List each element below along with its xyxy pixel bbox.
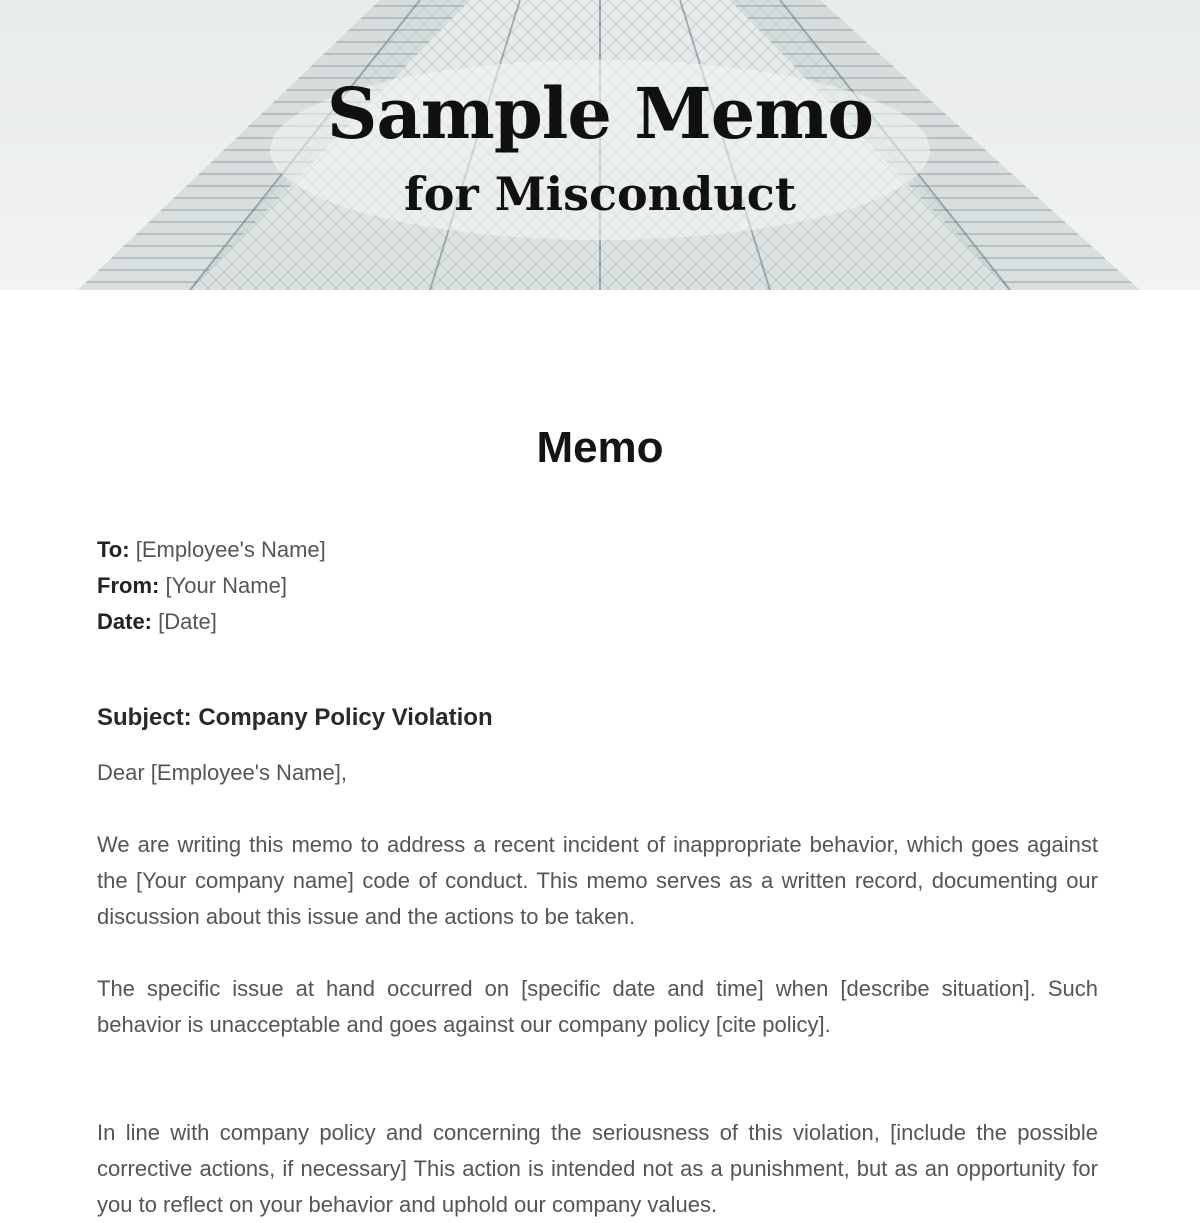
- date-field: [97, 604, 1097, 640]
- banner-title: Sample Memo: [326, 72, 874, 155]
- to-label: To:: [97, 537, 130, 562]
- body-paragraph: In line with company policy and concerning the seriousness of this violation, [include the possible corrective actions, if necessary] This action is intended not as a punishment, but as an opportunity for you to reflect on your behavior and uphold our company values.: [97, 1120, 1098, 1217]
- header-banner: [0, 0, 1200, 290]
- from-value: [Your Name]: [165, 573, 287, 598]
- date-value: [Date]: [158, 609, 217, 634]
- salutation: Dear [Employee's Name],: [97, 760, 347, 785]
- to-value: [Employee's Name]: [135, 537, 326, 562]
- body-paragraph: The specific issue at hand occurred on [specific date and time] when [describe situation]. Such behavior is unacceptable and goes against our company policy [cite policy].: [97, 976, 1098, 1037]
- banner-subtitle: for Misconduct: [403, 167, 796, 221]
- from-field: [97, 568, 1097, 604]
- subject-line: Subject: Company Policy Violation: [97, 704, 493, 731]
- body-paragraph: We are writing this memo to address a recent incident of inappropriate behavior, which goes against the [Your company name] code of conduct. This memo serves as a written record, documenting our discussion about this issue and the actions to be taken.: [97, 832, 1098, 929]
- from-label: From:: [97, 573, 160, 598]
- document-heading: Memo: [536, 423, 664, 472]
- to-field: [97, 532, 1097, 568]
- date-label: Date:: [97, 609, 153, 634]
- memo-header-fields: [97, 532, 1097, 640]
